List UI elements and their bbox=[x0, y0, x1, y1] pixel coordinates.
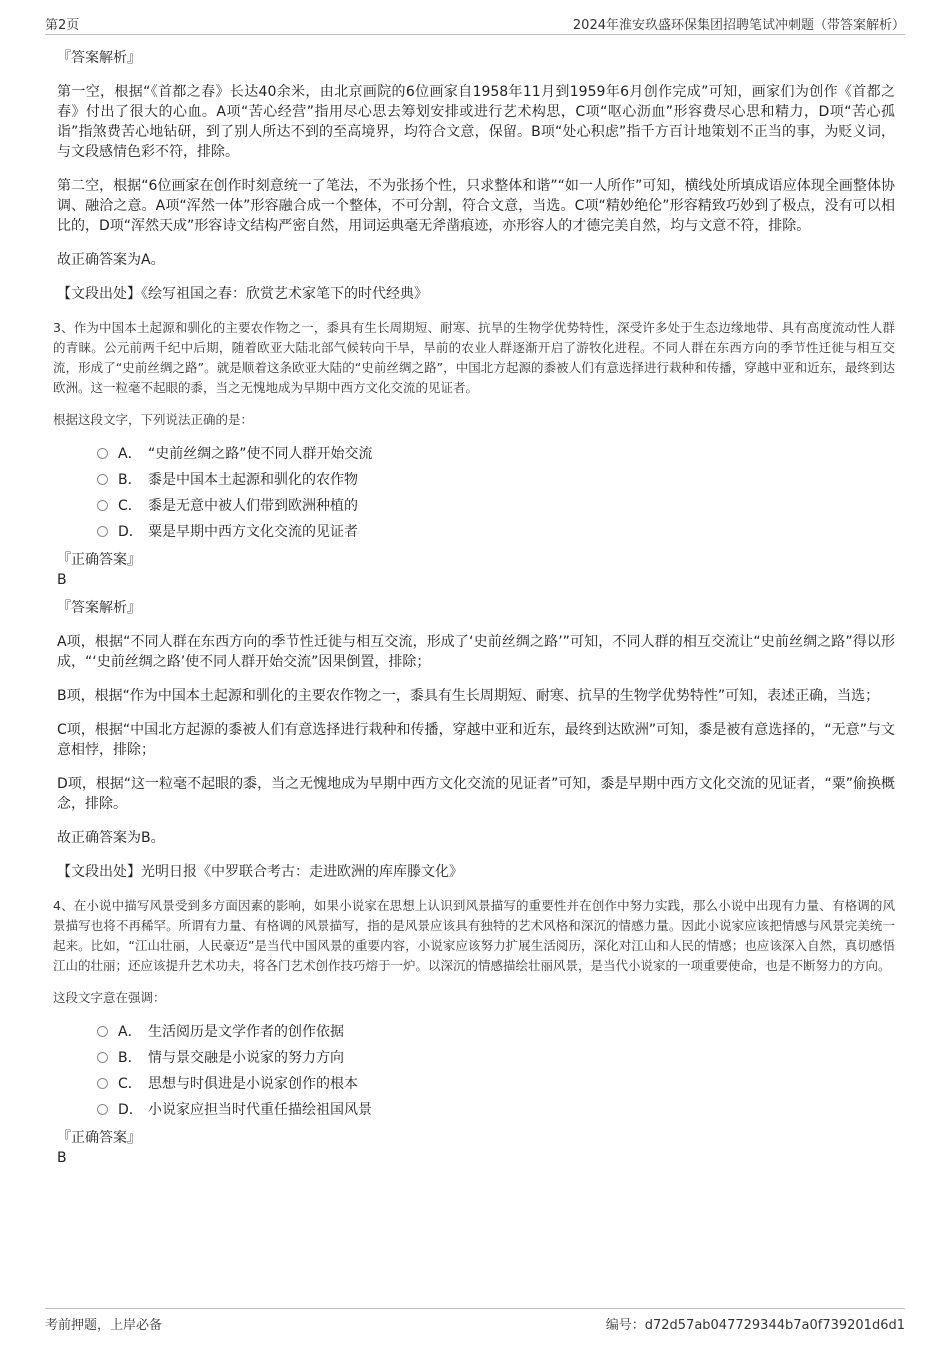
option-letter: C． bbox=[118, 1076, 142, 1092]
footer-slogan: 考前押题，上岸必备 bbox=[45, 1318, 163, 1333]
option-text: 思想与时俱进是小说家创作的根本 bbox=[148, 1076, 358, 1092]
option-text: 粟是早期中西方文化交流的见证者 bbox=[148, 524, 358, 540]
analysis-paragraph: D项，根据“这一粒毫不起眼的黍，当之无愧地成为早期中西方文化交流的见证者”可知，黍是早期中西方文化交流的见证者，“粟”偷换概念，排除。 bbox=[57, 776, 895, 812]
analysis-paragraph: C项，根据“中国北方起源的黍被人们有意选择进行栽种和传播，穿越中亚和近东，最终到达欧洲”可知，黍是被有意选择的，“无意”与文意相悖，排除； bbox=[57, 722, 895, 758]
radio-button[interactable] bbox=[97, 1052, 108, 1063]
correct-answer-label: 『正确答案』 bbox=[57, 1130, 141, 1146]
correct-answer-value: B bbox=[57, 572, 67, 588]
radio-button[interactable] bbox=[97, 474, 108, 485]
radio-button[interactable] bbox=[97, 1078, 108, 1089]
question-text: 4、在小说中描写风景受到多方面因素的影响，如果小说家在思想上认识到风景描写的重要性并在创作中努力实践，那么小说中出现有力量、有格调的风景描写也将不再稀罕。所谓有力量、有格调的风景描写，指的是风景应该具有独特的艺术风格和深沉的情感力量。因此小说家应该把情感与风景完美统一起来。比如，“江山壮丽，人民豪迈”是当代中国风景的重要内容，小说家应该努力扩展生活阅历，深化对江山和人民的情感；也应该深入自然，真切感悟江山的壮丽；还应该提升艺术功夫，将各门艺术创作技巧熔于一炉。以深沉的情感描绘壮丽风景，是当代小说家的一项重要使命，也是不断努力的方向。 bbox=[53, 898, 895, 973]
option-d[interactable] bbox=[97, 1096, 895, 1122]
radio-button[interactable] bbox=[97, 526, 108, 537]
option-c[interactable] bbox=[97, 492, 895, 518]
option-text: 黍是无意中被人们带到欧洲种植的 bbox=[148, 498, 358, 514]
question-prompt: 根据这段文字，下列说法正确的是： bbox=[53, 412, 254, 427]
correct-answer-label: 『正确答案』 bbox=[57, 552, 141, 568]
option-text: 情与景交融是小说家的努力方向 bbox=[148, 1050, 344, 1066]
option-text: “史前丝绸之路”使不同人群开始交流 bbox=[148, 446, 373, 462]
option-text: 黍是中国本土起源和驯化的农作物 bbox=[148, 472, 358, 488]
analysis-paragraph: A项，根据“不同人群在东西方向的季节性迁徙与相互交流，形成了‘史前丝绸之路’”可知，不同人群的相互交流让“史前丝绸之路”得以形成，“‘史前丝绸之路’使不同人群开始交流”因果倒置，排除； bbox=[57, 634, 895, 670]
question-text: 3、作为中国本土起源和驯化的主要农作物之一，黍具有生长周期短、耐寒、抗旱的生物学优势特性，深受许多处于生态边缘地带、具有高度流动性人群的青睐。公元前两千纪中后期，随着欧亚大陆北部气候转向干旱，旱前的农业人群逐渐开启了游牧化进程。不同人群在东西方向的季节性迁徙与相互交流，形成了“史前丝绸之路”。就是顺着这条欧亚大陆的“史前丝绸之路”，中国北方起源的黍被人们有意选择进行栽种和传播，穿越中亚和近东，最终到达欧洲。这一粒毫不起眼的黍，当之无愧地成为早期中西方文化交流的见证者。 bbox=[53, 320, 896, 395]
option-d[interactable] bbox=[97, 518, 895, 544]
correct-answer-value: B bbox=[57, 1150, 67, 1166]
analysis-paragraph: 第二空，根据“6位画家在创作时刻意统一了笔法，不为张扬个性，只求整体和谐”“如一人所作”可知，横线处所填成语应体现全画整体协调、融洽之意。A项“浑然一体”形容融合成一个整体，不可分割，符合文意，当选。C项“精妙绝伦”形容精致巧妙到了极点，没有可以相比的，D项“浑然天成”形容诗文结构严密自然，用词运典毫无斧凿痕迹，亦形容人的才德完美自然，均与文意不符，排除。 bbox=[57, 178, 895, 234]
radio-button[interactable] bbox=[97, 448, 108, 459]
option-text: 生活阅历是文学作者的创作依据 bbox=[148, 1024, 344, 1040]
radio-button[interactable] bbox=[97, 1104, 108, 1115]
page-header bbox=[45, 12, 905, 35]
answer-conclusion: 故正确答案为B。 bbox=[57, 830, 165, 846]
source-citation: 【文段出处】光明日报《中罗联合考古：走进欧洲的库库滕文化》 bbox=[57, 864, 463, 880]
option-letter: D． bbox=[118, 524, 143, 540]
question-prompt: 这段文字意在强调： bbox=[53, 990, 166, 1005]
option-letter: C． bbox=[118, 498, 142, 514]
option-list bbox=[97, 1018, 895, 1122]
option-list bbox=[97, 440, 895, 544]
radio-button[interactable] bbox=[97, 1026, 108, 1037]
document-title: 2024年淮安玖盛环保集团招聘笔试冲刺题（带答案解析） bbox=[572, 18, 905, 33]
option-a[interactable] bbox=[97, 440, 895, 466]
answer-conclusion: 故正确答案为A。 bbox=[57, 252, 165, 268]
option-letter: B． bbox=[118, 1050, 142, 1066]
option-c[interactable] bbox=[97, 1070, 895, 1096]
page-number: 第2页 bbox=[45, 18, 80, 33]
option-b[interactable] bbox=[97, 466, 895, 492]
option-letter: B． bbox=[118, 472, 142, 488]
document-id: 编号：d72d57ab047729344b7a0f739201d6d1 bbox=[605, 1318, 905, 1333]
page-footer bbox=[45, 1308, 905, 1331]
analysis-label: 『答案解析』 bbox=[57, 600, 141, 616]
option-letter: D． bbox=[118, 1102, 143, 1118]
option-b[interactable] bbox=[97, 1044, 895, 1070]
analysis-label: 『答案解析』 bbox=[57, 50, 141, 66]
analysis-paragraph: 第一空，根据“《首都之春》长达40余米，由北京画院的6位画家自1958年11月到1959年6月创作完成”可知，画家们为创作《首都之春》付出了很大的心血。A项“苦心经营”指用尽心思去筹划安排或进行艺术构思，C项“呕心沥血”形容费尽心思和精力，D项“苦心孤诣”指煞费苦心地钻研，到了别人所达不到的至高境界，均符合文意，保留。B项“处心积虑”指千方百计地策划不正当的事，为贬义词，与文段感情色彩不符，排除。 bbox=[57, 84, 895, 160]
option-text: 小说家应担当时代重任描绘祖国风景 bbox=[148, 1102, 372, 1118]
analysis-paragraph: B项，根据“作为中国本土起源和驯化的主要农作物之一，黍具有生长周期短、耐寒、抗旱的生物学优势特性”可知，表述正确，当选； bbox=[57, 688, 880, 704]
option-a[interactable] bbox=[97, 1018, 895, 1044]
option-letter: A． bbox=[118, 446, 142, 462]
page-content bbox=[53, 48, 896, 1176]
option-letter: A． bbox=[118, 1024, 142, 1040]
radio-button[interactable] bbox=[97, 500, 108, 511]
source-citation: 【文段出处】《绘写祖国之春：欣赏艺术家笔下的时代经典》 bbox=[57, 286, 428, 302]
